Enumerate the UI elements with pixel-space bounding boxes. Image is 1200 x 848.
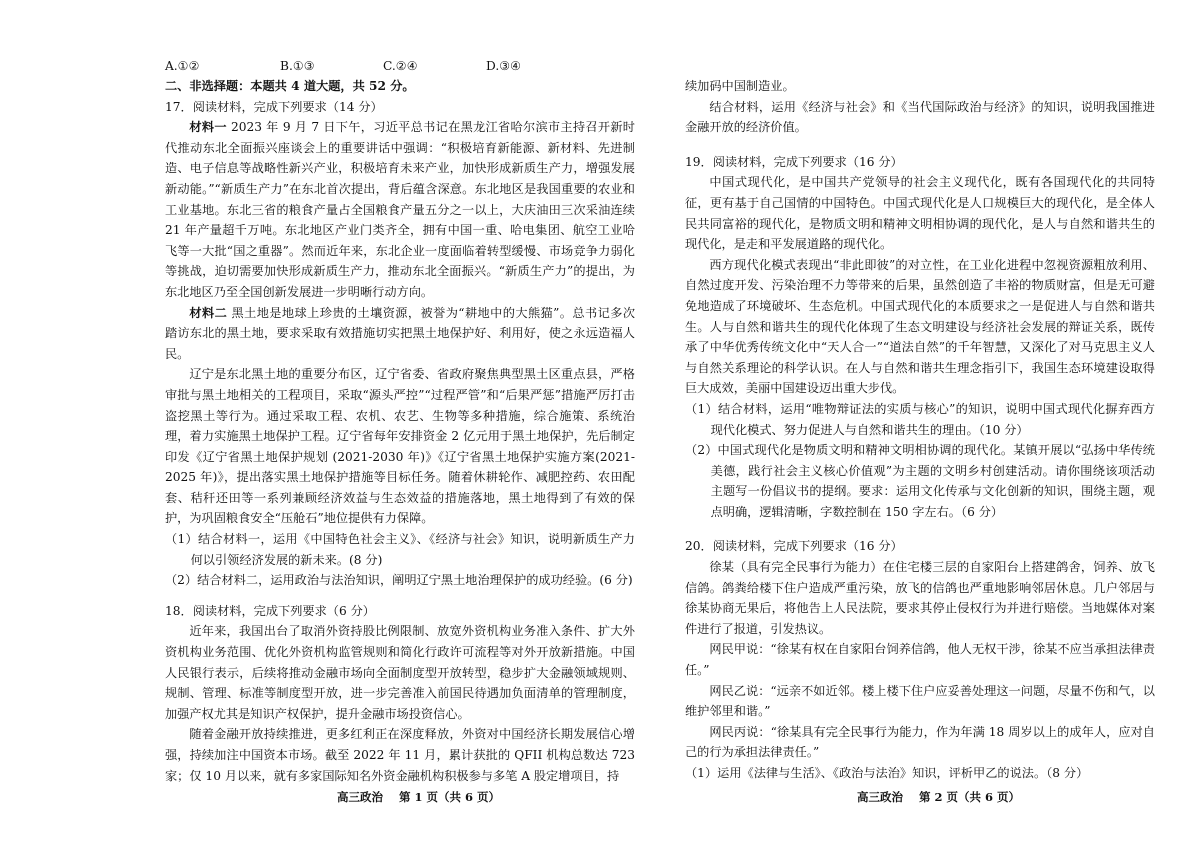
q20-para-4: 网民丙说：“徐某具有完全民事行为能力，作为年满 18 周岁以上的成年人，应对自己的行为承担法律责任。” [685,724,1155,760]
material-1-label: 材料一 [189,120,227,135]
q20-para-1: 徐某（具有完全民事行为能力）在住宅楼三层的自家阳台上搭建鸽舍，饲养、放飞信鸽。鸽粪给楼下住户造成严重污染，放飞的信鸽也严重地影响邻居休息。几户邻居与徐某协商无果后，将他告上人民法院，要求其停止侵权行为并进行赔偿。当地媒体对案件进行了报道，引发热议。 [685,560,1155,636]
option-a: A.①② [165,59,200,73]
q20-para-2: 网民甲说：“徐某有权在自家阳台饲养信鸽，他人无权干涉，徐某不应当承担法律责任。” [685,642,1155,678]
q19-para-1: 中国式现代化，是中国共产党领导的社会主义现代化，既有各国现代化的共同特征，更有基于自己国情的中国特色。中国式现代化是人口规模巨大的现代化，是全体人民共同富裕的现代化，是物质文明和精神文明相协调的现代化，是人与自然和谐共生的现代化，是走和平发展道路的现代化。 [685,175,1155,252]
option-c: C.②④ [383,59,418,73]
left-column [165,56,635,786]
section-title: 二、非选择题：本题共 4 道大题，共 52 分。 [165,79,415,93]
footer-page-2: 高三政治 第 2 页（共 6 页） [857,790,1021,804]
q17-material-2 [165,303,635,365]
q19-sub-2: （2）中国式现代化是物质文明和精神文明相协调的现代化。某镇开展以“弘扬中华传统美德，践行社会主义核心价值观”为主题的文明乡村创建活动。请你围绕该项活动主题写一份倡议书的提纲。要求：运用文化传承与文化创新的知识，围绕主题，观点明确，逻辑清晰，字数控制在 150 字左右。（6 分） [685,443,1155,519]
q20-para-3: 网民乙说：“远亲不如近邻。楼上楼下住户应妥善处理这一问题，尽量不伤和气，以维护邻里和谐。” [685,683,1155,719]
q19-para-2: 西方现代化模式表现出“非此即彼”的对立性，在工业化进程中忽视资源粗放利用、自然过度开发、污染治理不力等带来的后果，虽然创造了丰裕的物质财富，但是无可避免地造成了环境破坏、生态危机。中国式现代化的本质要求之一是促进人与自然和谐共生。人与自然和谐共生的现代化体现了生态文明建设与经济社会发展的辩证关系，既传承了中华优秀传统文化中“天人合一”“道法自然”的千年智慧，又深化了对马克思主义人与自然关系理论的科学认识。在人与自然和谐共生理念指引下，我国生态环境建设取得巨大成效，美丽中国建设迈出重大步伐。 [685,257,1155,396]
q18-requirement: 结合材料，运用《经济与社会》和《当代国际政治与经济》的知识，说明我国推进金融开放的经济价值。 [685,99,1155,135]
right-column [685,76,1155,784]
q17-material-2-para: 辽宁是东北黑土地的重要分布区，辽宁省委、省政府聚焦典型黑土区重点县，严格审批与黑土地相关的工程项目，采取“源头严控”“过程严管”和“后果严惩”措施严厉打击盗挖黑土等行为。通过采取工程、农机、农艺、生物等多种措施，综合施策、系统治理，着力实施黑土地保护工程。辽宁省每年安排资金 2 亿元用于黑土地保护，先后制定印发《辽宁省黑土地保护规划 (2021-2030 年)》《辽宁省黑土地保护实施方案(2021-2025 年)》，提出落实黑土地保护措施等目标任务。随着休耕轮作、减肥控药、农田配套、秸秆还田等一系列兼顾经济效益与生态效益的措施落地，黑土地得到了有效的保护，为巩固粮食安全“压舱石”地位提供有力保障。 [165,367,635,526]
q20-stem: 20．阅读材料，完成下列要求（16 分） [685,539,903,554]
q17-stem: 17．阅读材料，完成下列要求（14 分） [165,99,383,114]
q18-para-1: 近年来，我国出台了取消外资持股比例限制、放宽外资机构业务准入条件、扩大外资机构业务范围、优化外资机构监管规则和简化行政许可流程等对外开放新措施。中国人民银行表示，后续将推动金融市场向全面制度型开放转型，稳步扩大金融领域规则、规制、管理、标准等制度型开放，进一步完善准入前国民待遇加负面清单的管理制度，加强产权尤其是知识产权保护，提升金融市场投资信心。 [165,624,635,721]
q20-sub-1: （1）运用《法律与生活》、《政治与法治》知识，评析甲乙的说法。（8 分） [685,766,1089,780]
material-2-text: 黑土地是地球上珍贵的土壤资源，被誉为“耕地中的大熊猫”。总书记多次 踏访东北的黑土地，要求采取有效措施切实把黑土地保护好、利用好，使之永远造福人民。 [165,305,636,361]
option-b: B.①③ [280,59,315,73]
q17-sub-1: （1）结合材料一，运用《中国特色社会主义》、《经济与社会》知识，说明新质生产力何以引领经济发展的新未来。(8 分) [165,532,635,567]
answer-options [165,56,635,76]
q17-sub-2: （2）结合材料二，运用政治与法治知识，阐明辽宁黑土地治理保护的成功经验。(6 分) [165,573,633,588]
material-1-text: 2023 年 9 月 7 日下午，习近平总书记在黑龙江省哈尔滨市主持召开新时代推动东北全面振兴座谈会上的重要讲话中强调：“积极培育新能源、新材料、先进制造、电子信息等战略性新兴产业，积极培育未来产业，加快形成新质生产力，增强发展新动能。”“新质生产力”在东北首次提出，背后蕴含深意。东北地区是我国重要的农业和工业基地。东北三省的粮食产量占全国粮食产量五分之一以上，大庆油田三次采油连续 21 年产量超千万吨。东北地区产业门类齐全，拥有中国一重、哈电集团、航空工业哈飞等一大批“国之重器”。然而近年来，东北企业一度面临着转型缓慢、市场竞争力弱化等挑战，迫切需要加快形成新质生产力，推动东北全面振兴。“新质生产力”的提出，为东北地区乃至全国创新发展进一步明晰行动方向。 [165,120,635,299]
footer-page-1: 高三政治 第 1 页（共 6 页） [337,790,501,804]
q17-material-1 [165,117,635,302]
q18-continuation: 续加码中国制造业。 [685,79,795,93]
q18-para-2: 随着金融开放持续推进，更多红利正在深度释放，外资对中国经济长期发展信心增强，持续加注中国资本市场。截至 2022 年 11 月，累计获批的 QFII 机构总数达 723家；仅 10 月以来，就有多家国际知名外资金融机构积极参与多笔 A 股定增项目，持 [165,727,635,783]
material-2-label: 材料二 [189,305,228,320]
option-d: D.③④ [486,59,522,73]
q19-stem: 19．阅读材料，完成下列要求（16 分） [685,154,903,169]
q18-stem: 18．阅读材料，完成下列要求（6 分） [165,603,375,618]
q19-sub-1: （1）结合材料，运用“唯物辩证法的实质与核心”的知识，说明中国式现代化摒弃西方现代化模式、努力促进人与自然和谐共生的理由。（10 分） [685,401,1155,437]
